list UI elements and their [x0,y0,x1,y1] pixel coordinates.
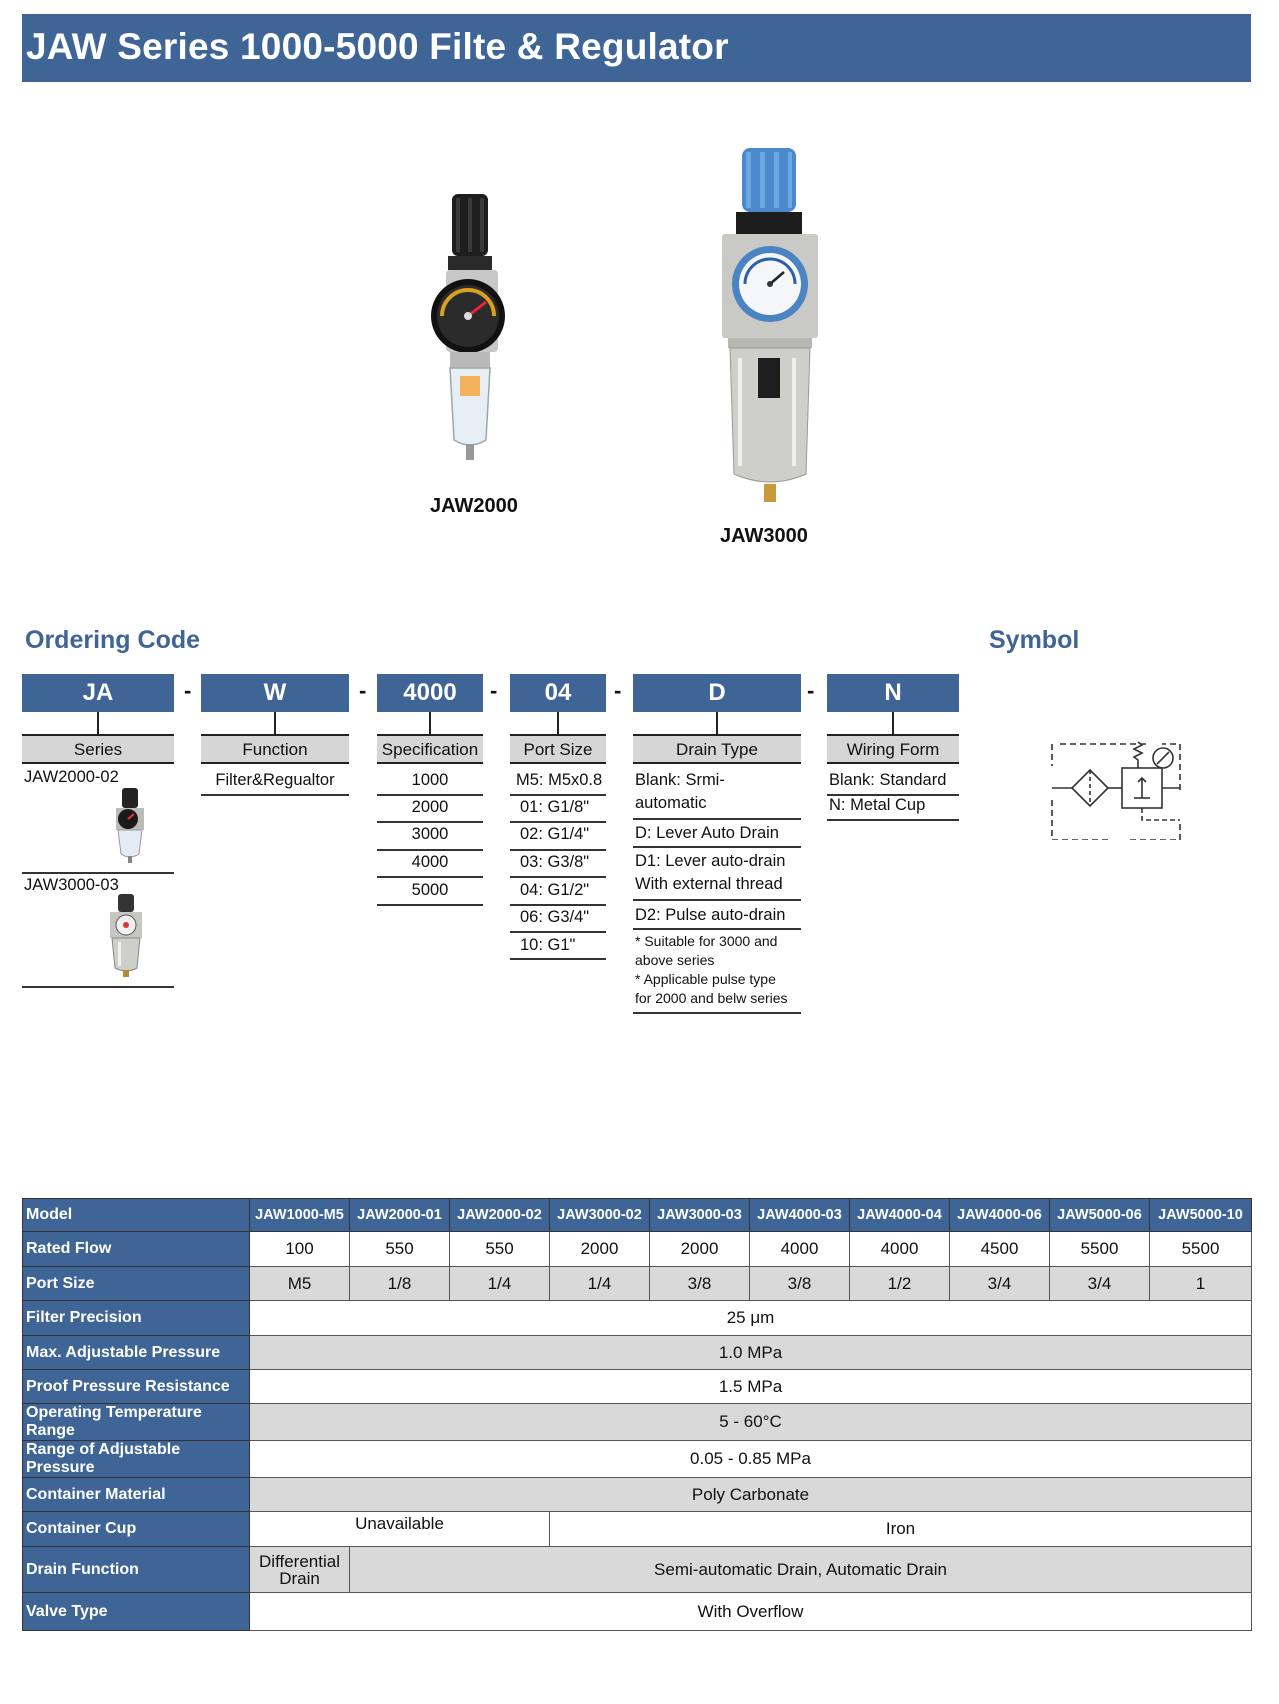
drain-note: * Suitable for 3000 and [635,933,778,949]
port-size-item: M5: M5x0.8 [516,771,603,789]
code-specification: 4000 [377,674,483,712]
adjustable-range-label: Range of Adjustable Pressure [23,1441,250,1478]
connector-line [274,712,276,734]
specification-header: Specification [377,734,483,764]
rated-flow-value: 550 [450,1232,550,1267]
port-size-value: 3/4 [950,1267,1050,1301]
code-dash: - [614,678,622,703]
rated-flow-value: 2000 [650,1232,750,1267]
port-size-item: 10: G1" [520,936,576,954]
table-row [23,1593,1252,1631]
connector-line [97,712,99,734]
function-item: Filter&Regualtor [215,771,335,789]
series-divider [22,986,174,988]
table-row [23,1404,1252,1441]
code-series: JA [22,674,174,712]
drain-type-divider [633,846,801,848]
series-thumbnail-small [102,786,158,864]
model-header: JAW4000-04 [850,1199,950,1232]
connector-line [557,712,559,734]
drain-note: above series [635,952,715,968]
table-row [23,1512,1252,1547]
code-drain-type: D [633,674,801,712]
drain-type-d2: D2: Pulse auto-drain [635,906,786,924]
specification-item: 3000 [411,825,449,843]
specification-item: 1000 [411,771,449,789]
drain-type-header: Drain Type [633,734,801,764]
table-row [23,1199,1252,1232]
rated-flow-value: 4500 [950,1232,1050,1267]
code-dash: - [807,678,815,703]
max-pressure-value: 1.0 MPa [250,1336,1252,1370]
code-wiring-form: N [827,674,959,712]
rated-flow-value: 4000 [850,1232,950,1267]
filter-precision-value: 25 μm [250,1301,1252,1336]
port-size-divider [510,876,606,878]
drain-type-divider [633,1012,801,1014]
series-header: Series [22,734,174,764]
port-size-value: 3/4 [1050,1267,1150,1301]
model-header: JAW3000-02 [550,1199,650,1232]
connector-line [892,712,894,734]
rated-flow-value: 100 [250,1232,350,1267]
temperature-range-value: 5 - 60°C [250,1404,1252,1441]
rated-flow-value: 5500 [1150,1232,1252,1267]
drain-note: for 2000 and belw series [635,990,788,1006]
port-size-item: 06: G3/4" [520,908,590,926]
model-header: JAW5000-06 [1050,1199,1150,1232]
table-row [23,1301,1252,1336]
port-size-value: 3/8 [750,1267,850,1301]
model-header: JAW5000-10 [1150,1199,1252,1232]
rated-flow-value: 5500 [1050,1232,1150,1267]
filter-precision-label: Filter Precision [23,1301,250,1336]
temperature-range-label: Operating Temperature Range [23,1404,250,1441]
series-item: JAW3000-03 [24,876,119,894]
connector-line [429,712,431,734]
proof-pressure-label: Proof Pressure Resistance [23,1370,250,1404]
wiring-form-divider [827,819,959,821]
filter-regulator-symbol [1050,740,1182,840]
function-header: Function [201,734,349,764]
code-dash: - [359,678,367,703]
model-label: Model [23,1199,250,1232]
connector-line [716,712,718,734]
adjustable-range-value: 0.05 - 0.85 MPa [250,1441,1252,1478]
max-pressure-label: Max. Adjustable Pressure [23,1336,250,1370]
port-size-divider [510,958,606,960]
drain-type-blank: Blank: Srmi- [635,771,725,789]
container-cup-label: Container Cup [23,1512,250,1547]
drain-type-d1: D1: Lever auto-drain [635,852,786,870]
filter-regulator-small-image [420,190,520,470]
container-cup-value: Unavailable [250,1512,550,1547]
table-row [23,1336,1252,1370]
port-size-value: 1/4 [450,1267,550,1301]
code-function: W [201,674,349,712]
drain-type-divider [633,928,801,930]
drain-type-divider [633,899,801,901]
drain-function-label: Drain Function [23,1547,250,1593]
model-header: JAW1000-M5 [250,1199,350,1232]
container-material-label: Container Material [23,1478,250,1512]
specification-divider [377,876,483,878]
specification-item: 5000 [411,881,449,899]
port-size-divider [510,931,606,933]
series-item: JAW2000-02 [24,768,119,786]
rated-flow-value: 2000 [550,1232,650,1267]
product-caption: JAW3000 [720,525,808,547]
filter-regulator-large-image [712,144,822,506]
table-row [23,1370,1252,1404]
port-size-item: 02: G1/4" [520,825,590,843]
code-dash: - [490,678,498,703]
port-size-value: 1 [1150,1267,1252,1301]
series-thumbnail-large [96,892,156,978]
port-size-item: 04: G1/2" [520,881,590,899]
specification-item: 4000 [411,853,449,871]
ordering-code-title: Ordering Code [25,626,201,654]
page-title: JAW Series 1000-5000 Filte & Regulator [26,26,729,67]
drain-function-value: Semi-automatic Drain, Automatic Drain [350,1547,1252,1593]
port-size-item: 01: G1/8" [520,798,590,816]
code-dash: - [184,678,192,703]
valve-type-label: Valve Type [23,1593,250,1631]
rated-flow-value: 550 [350,1232,450,1267]
port-size-value: 3/8 [650,1267,750,1301]
port-size-value: 1/4 [550,1267,650,1301]
table-row [23,1441,1252,1478]
wiring-form-item: N: Metal Cup [829,796,926,814]
port-size-item: 03: G3/8" [520,853,590,871]
port-size-value: 1/2 [850,1267,950,1301]
function-divider [201,794,349,796]
drain-type-d: D: Lever Auto Drain [635,824,779,842]
drain-note: * Applicable pulse type [635,971,776,987]
proof-pressure-value: 1.5 MPa [250,1370,1252,1404]
rated-flow-value: 4000 [750,1232,850,1267]
specification-item: 2000 [411,798,449,816]
product-caption: JAW2000 [430,495,518,517]
wiring-form-header: Wiring Form [827,734,959,764]
drain-type-blank: automatic [635,794,707,812]
table-row [23,1267,1252,1301]
code-port-size: 04 [510,674,606,712]
valve-type-value: With Overflow [250,1593,1252,1631]
table-row [23,1547,1252,1593]
model-header: JAW3000-03 [650,1199,750,1232]
table-row [23,1478,1252,1512]
wiring-form-item: Blank: Standard [829,771,947,789]
port-size-label: Port Size [23,1267,250,1301]
model-header: JAW2000-01 [350,1199,450,1232]
drain-function-line: Drain [279,1568,320,1588]
rated-flow-label: Rated Flow [23,1232,250,1267]
port-size-header: Port Size [510,734,606,764]
drain-type-d1: With external thread [635,875,783,893]
specification-table [22,1198,1252,1631]
symbol-title: Symbol [989,626,1080,654]
specification-divider [377,904,483,906]
model-header: JAW4000-06 [950,1199,1050,1232]
model-header: JAW4000-03 [750,1199,850,1232]
table-row [23,1232,1252,1267]
drain-function-line: Differential [259,1551,340,1571]
port-size-value: 1/8 [350,1267,450,1301]
drain-function-value [250,1547,350,1593]
container-cup-value: Iron [550,1512,1252,1547]
title-banner [22,14,1251,82]
port-size-value: M5 [250,1267,350,1301]
container-material-value: Poly Carbonate [250,1478,1252,1512]
model-header: JAW2000-02 [450,1199,550,1232]
drain-type-divider [633,818,801,820]
